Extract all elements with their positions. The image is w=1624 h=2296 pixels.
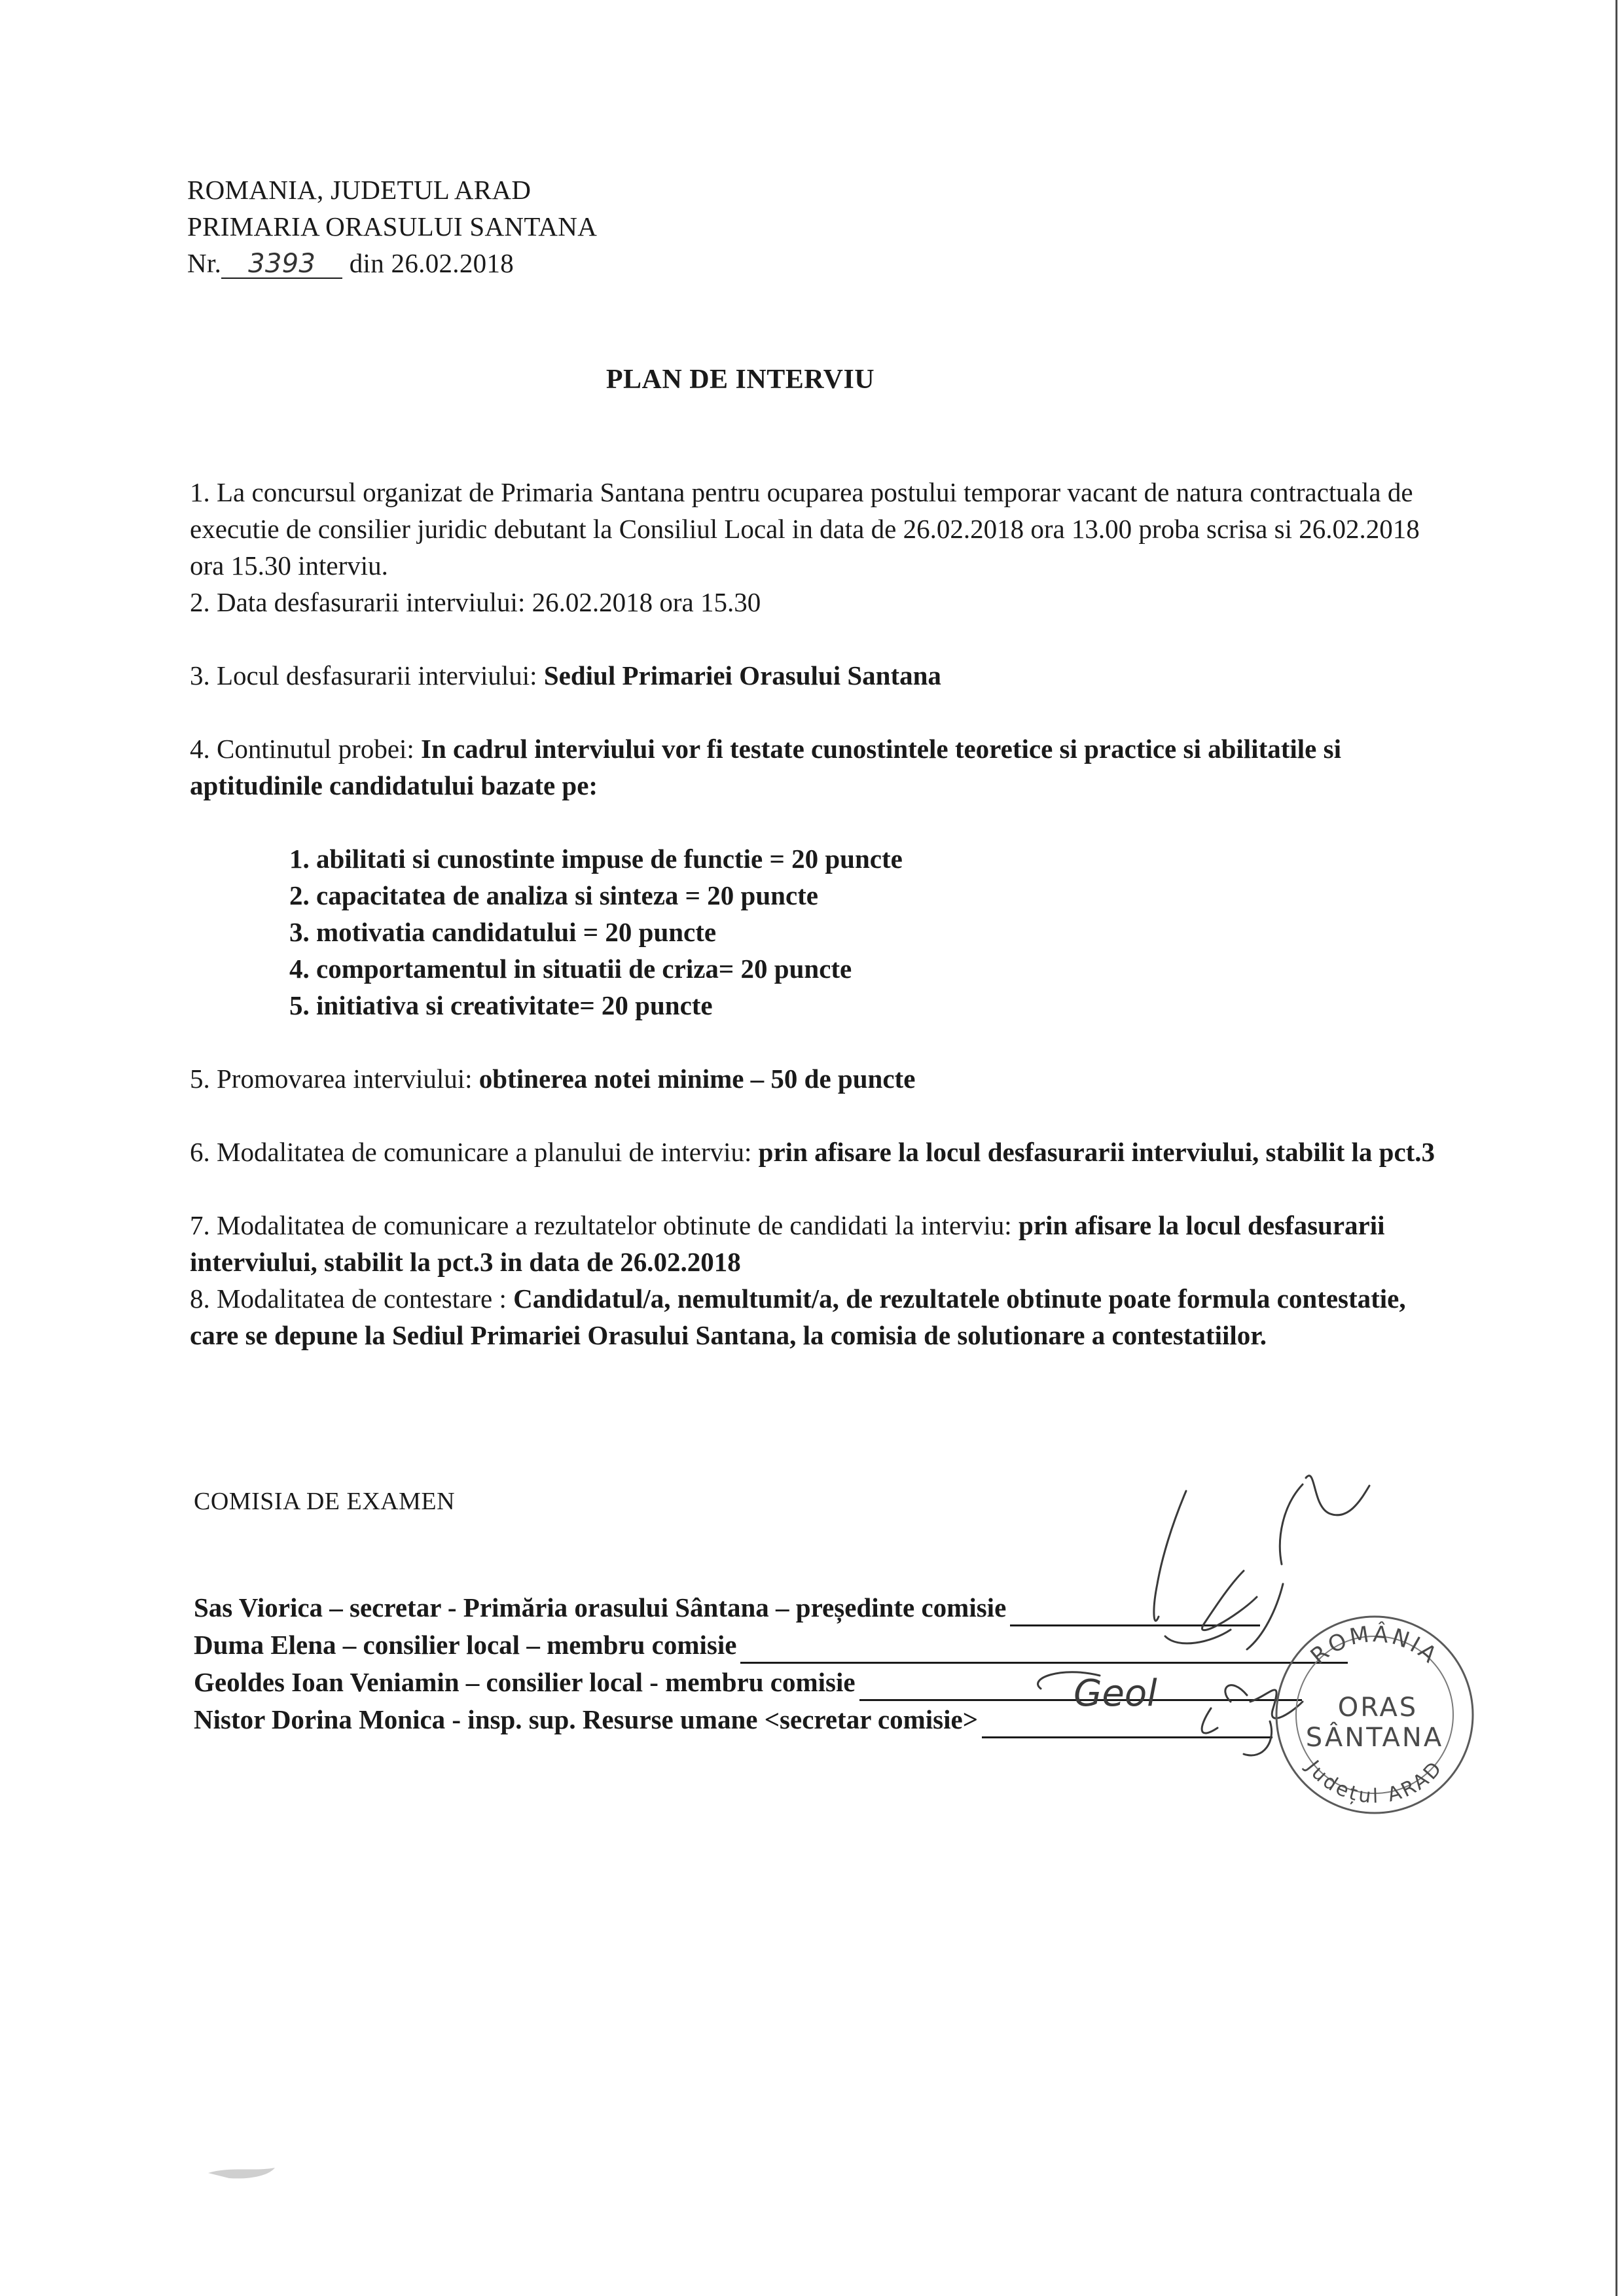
section-5-value: obtinerea notei minime – 50 de puncte	[478, 1064, 916, 1094]
section-8-value: Candidatul/a, nemultumit/a, de rezultatele obtinute poate formula contestatie, care se depune la Sediul Primariei Orasului Santana, la comisia de solutionare a contestatiilor.	[190, 1283, 1406, 1350]
section-5-label: 5. Promovarea interviului:	[190, 1064, 479, 1094]
stamp-city-line2: SÂNTANA	[1305, 1723, 1444, 1753]
section-4-label: 4. Continutul probei:	[190, 734, 422, 764]
section-8-label: 8. Modalitatea de contestare :	[190, 1283, 514, 1314]
member-name: Geoldes Ioan Veniamin – consilier local - membru comisie	[194, 1667, 856, 1697]
section-7	[190, 1207, 1447, 1280]
signature-scribble: Geol	[1074, 1672, 1157, 1715]
member-name: Duma Elena – consilier local – membru comisie	[194, 1630, 737, 1660]
criteria-item: 5. initiativa si creativitate= 20 puncte	[289, 990, 713, 1020]
svg-text:Județul ARAD	[1301, 1755, 1448, 1808]
signature-line	[859, 1672, 1302, 1701]
signature-line	[982, 1709, 1272, 1738]
section-4-value: In cadrul interviului vor fi testate cunostintele teoretice si practice si abilitatile si aptitudinile candidatului bazate pe:	[190, 734, 1341, 800]
stamp-bottom-text: Județul ARAD	[1301, 1755, 1449, 1808]
section-8	[190, 1280, 1447, 1354]
section-2: 2. Data desfasurarii interviului: 26.02.2018 ora 15.30	[190, 587, 761, 617]
criteria-item: 1. abilitati si cunostinte impuse de functie = 20 puncte	[289, 844, 903, 874]
stamp-top-text: ROMÂNIA	[1305, 1621, 1444, 1670]
member-row	[194, 1701, 1464, 1738]
header-date: din 26.02.2018	[349, 248, 514, 278]
commission-members	[194, 1589, 1464, 1738]
member-name: Nistor Dorina Monica - insp. sup. Resurse umane <secretar comisie>	[194, 1704, 979, 1734]
signature-line	[1010, 1597, 1260, 1626]
section-3-label: 3. Locul desfasurarii interviului:	[190, 660, 544, 691]
page-title: PLAN DE INTERVIU	[605, 365, 875, 395]
section-1: 1. La concursul organizat de Primaria Santana pentru ocuparea postului temporar vacant de natura contractuala de executie de consilier juridic debutant la Consiliul Local in data de 26.02.2018 ora 13.00 proba scrisa si 26.02.2018 ora 15.30 interviu.	[190, 477, 1420, 581]
stamp-city-line1: ORAS	[1337, 1693, 1418, 1723]
scan-edge-line	[1615, 0, 1617, 2296]
header-institution: PRIMARIA ORASULUI SANTANA	[187, 211, 598, 242]
criteria-item: 2. capacitatea de analiza si sinteza = 20 puncte	[289, 880, 818, 910]
member-row	[194, 1626, 1464, 1664]
nr-handwritten-value: 3393	[221, 250, 342, 279]
criteria-list	[289, 840, 1447, 1024]
section-4	[190, 730, 1447, 804]
section-6-value: prin afisare la locul desfasurarii interviului, stabilit la pct.3	[758, 1137, 1435, 1167]
section-6	[190, 1134, 1447, 1170]
commission-title: COMISIA DE EXAMEN	[194, 1488, 456, 1515]
section-6-label: 6. Modalitatea de comunicare a planului de interviu:	[190, 1137, 759, 1167]
section-7-label: 7. Modalitatea de comunicare a rezultatelor obtinute de candidati la interviu:	[190, 1210, 1019, 1240]
section-3-value: Sediul Primariei Orasului Santana	[543, 660, 941, 691]
section-5	[190, 1060, 1447, 1097]
member-row	[194, 1664, 1464, 1701]
header-registration	[187, 245, 597, 281]
header-county: ROMANIA, JUDETUL ARAD	[187, 175, 532, 205]
member-name: Sas Viorica – secretar - Primăria orasului Sântana – președinte comisie	[194, 1592, 1007, 1623]
criteria-item: 4. comportamentul in situatii de criza= 20 puncte	[289, 954, 852, 984]
member-row	[194, 1589, 1464, 1626]
section-3	[190, 657, 1447, 694]
document-body	[190, 474, 1447, 1354]
signature-line	[740, 1634, 1348, 1664]
section-7-value: prin afisare la locul desfasurarii interviului, stabilit la pct.3 in data de 26.02.2018	[190, 1210, 1385, 1277]
criteria-item: 3. motivatia candidatului = 20 puncte	[289, 917, 717, 947]
document-header	[187, 171, 597, 281]
nr-label: Nr.	[187, 248, 222, 278]
scan-smudge	[208, 2168, 275, 2178]
